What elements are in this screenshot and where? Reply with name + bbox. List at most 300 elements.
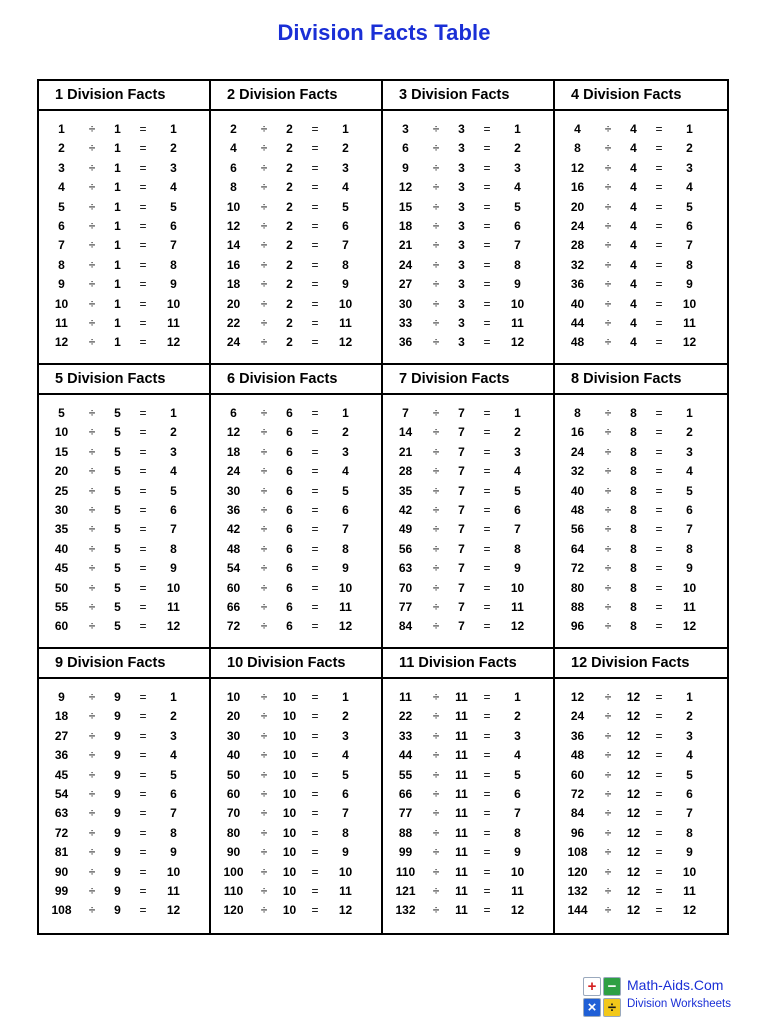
divisor: 6 bbox=[286, 502, 293, 517]
brand-name[interactable]: Math-Aids.Com bbox=[627, 977, 724, 993]
fact-row bbox=[39, 882, 209, 901]
quotient: 9 bbox=[170, 277, 177, 292]
divide-sign: ÷ bbox=[260, 257, 268, 272]
dividend: 110 bbox=[395, 864, 416, 879]
quotient: 5 bbox=[342, 767, 349, 782]
divide-sign: ÷ bbox=[432, 709, 440, 724]
fact-row bbox=[211, 482, 381, 501]
quotient: 11 bbox=[167, 599, 180, 614]
equals-sign: = bbox=[311, 580, 319, 595]
fact-row bbox=[39, 198, 209, 217]
divisor: 12 bbox=[626, 728, 641, 743]
fact-row bbox=[555, 559, 727, 578]
fact-row bbox=[39, 404, 209, 423]
dividend: 77 bbox=[398, 806, 413, 821]
quotient: 11 bbox=[167, 315, 180, 330]
equals-sign: = bbox=[311, 406, 319, 420]
fact-row bbox=[383, 540, 553, 559]
fact-row bbox=[383, 598, 553, 617]
quotient: 8 bbox=[686, 257, 693, 272]
block-heading: 7 Division Facts bbox=[383, 365, 553, 395]
equals-sign: = bbox=[483, 406, 491, 420]
divide-sign: ÷ bbox=[604, 806, 612, 821]
equals-sign: = bbox=[483, 786, 491, 801]
quotient: 3 bbox=[514, 728, 521, 743]
quotient: 9 bbox=[686, 561, 693, 576]
quotient: 6 bbox=[170, 786, 177, 801]
quotient: 3 bbox=[514, 444, 521, 459]
fact-row bbox=[383, 707, 553, 726]
equals-sign: = bbox=[483, 767, 491, 782]
divisor: 3 bbox=[458, 277, 465, 292]
equals-sign: = bbox=[311, 218, 319, 233]
divide-sign: ÷ bbox=[604, 580, 612, 595]
divide-sign: ÷ bbox=[604, 864, 612, 879]
fact-row bbox=[555, 295, 727, 314]
fact-row bbox=[211, 462, 381, 481]
dividend: 48 bbox=[570, 335, 585, 350]
divide-sign: ÷ bbox=[260, 522, 268, 537]
equals-sign: = bbox=[311, 786, 319, 801]
equals-sign: = bbox=[311, 483, 319, 498]
divide-sign: ÷ bbox=[88, 199, 96, 214]
divide-sign: ÷ bbox=[88, 580, 96, 595]
divisor: 7 bbox=[458, 464, 465, 479]
dividend: 21 bbox=[398, 444, 413, 459]
dividend: 100 bbox=[223, 864, 244, 879]
equals-sign: = bbox=[139, 218, 147, 233]
quotient: 11 bbox=[511, 315, 524, 330]
dividend: 48 bbox=[570, 748, 585, 763]
fact-list bbox=[211, 395, 381, 637]
fact-row bbox=[555, 707, 727, 726]
fact-row bbox=[211, 120, 381, 139]
divisor: 12 bbox=[626, 709, 641, 724]
divide-sign: ÷ bbox=[88, 864, 96, 879]
quotient: 8 bbox=[342, 257, 349, 272]
fact-row bbox=[555, 501, 727, 520]
divide-sign: ÷ bbox=[260, 883, 268, 898]
equals-sign: = bbox=[139, 845, 147, 860]
divisor: 5 bbox=[114, 406, 121, 420]
divisor: 8 bbox=[630, 502, 637, 517]
quotient: 9 bbox=[686, 845, 693, 860]
fact-row bbox=[383, 863, 553, 882]
quotient: 6 bbox=[170, 502, 177, 517]
quotient: 9 bbox=[514, 845, 521, 860]
quotient: 2 bbox=[170, 709, 177, 724]
fact-row bbox=[383, 501, 553, 520]
dividend: 66 bbox=[226, 599, 241, 614]
divisor: 5 bbox=[114, 502, 121, 517]
dividend: 8 bbox=[574, 141, 581, 156]
fact-row bbox=[383, 217, 553, 236]
dividend: 44 bbox=[570, 315, 585, 330]
divisor: 7 bbox=[458, 483, 465, 498]
dividend: 30 bbox=[226, 483, 241, 498]
equals-sign: = bbox=[483, 277, 491, 292]
dividend: 80 bbox=[226, 825, 241, 840]
quotient: 7 bbox=[514, 806, 521, 821]
quotient: 8 bbox=[342, 825, 349, 840]
dividend: 6 bbox=[402, 141, 409, 156]
brand-footer[interactable] bbox=[583, 975, 753, 1015]
fact-row bbox=[211, 598, 381, 617]
divide-sign: ÷ bbox=[604, 748, 612, 763]
quotient: 7 bbox=[342, 522, 349, 537]
divide-sign: ÷ bbox=[604, 883, 612, 898]
quotient: 9 bbox=[342, 561, 349, 576]
dividend: 11 bbox=[55, 315, 68, 330]
equals-sign: = bbox=[311, 122, 319, 136]
divide-sign: ÷ bbox=[88, 464, 96, 479]
quotient: 8 bbox=[514, 825, 521, 840]
fact-row bbox=[555, 785, 727, 804]
fact-row bbox=[211, 863, 381, 882]
divide-sign: ÷ bbox=[88, 122, 96, 136]
quotient: 7 bbox=[686, 238, 693, 253]
divisor: 10 bbox=[282, 864, 297, 879]
divisor: 10 bbox=[282, 690, 297, 704]
equals-sign: = bbox=[139, 238, 147, 253]
divisor: 6 bbox=[286, 406, 293, 420]
divisor: 7 bbox=[458, 406, 465, 420]
equals-sign: = bbox=[483, 845, 491, 860]
divisor: 12 bbox=[626, 883, 641, 898]
equals-sign: = bbox=[655, 483, 663, 498]
divisor: 8 bbox=[630, 541, 637, 556]
quotient: 6 bbox=[686, 786, 693, 801]
equals-sign: = bbox=[139, 619, 147, 634]
equals-sign: = bbox=[655, 883, 663, 898]
equals-sign: = bbox=[483, 561, 491, 576]
fact-row bbox=[211, 843, 381, 862]
divide-sign: ÷ bbox=[432, 464, 440, 479]
fact-row bbox=[211, 404, 381, 423]
dividend: 8 bbox=[58, 257, 65, 272]
divisor: 4 bbox=[630, 180, 637, 195]
equals-sign: = bbox=[655, 580, 663, 595]
quotient: 10 bbox=[166, 864, 181, 879]
divisor: 3 bbox=[458, 122, 465, 136]
quotient: 12 bbox=[682, 903, 697, 918]
fact-row bbox=[211, 443, 381, 462]
divisor: 6 bbox=[286, 483, 293, 498]
fact-row bbox=[383, 785, 553, 804]
quotient: 10 bbox=[338, 296, 353, 311]
divide-sign: ÷ bbox=[88, 845, 96, 860]
equals-sign: = bbox=[655, 180, 663, 195]
divide-sign: ÷ bbox=[604, 845, 612, 860]
divide-sign: ÷ bbox=[432, 277, 440, 292]
dividend: 60 bbox=[54, 619, 69, 634]
divide-sign: ÷ bbox=[260, 406, 268, 420]
divide-sign: ÷ bbox=[88, 883, 96, 898]
divisor: 3 bbox=[458, 315, 465, 330]
dividend: 6 bbox=[230, 160, 237, 175]
divide-sign: ÷ bbox=[260, 122, 268, 136]
dividend: 20 bbox=[226, 709, 241, 724]
dividend: 8 bbox=[230, 180, 237, 195]
quotient: 5 bbox=[686, 483, 693, 498]
divisor: 8 bbox=[630, 406, 637, 420]
quotient: 5 bbox=[686, 767, 693, 782]
divisor: 9 bbox=[114, 748, 121, 763]
equals-sign: = bbox=[139, 425, 147, 440]
quotient: 5 bbox=[514, 199, 521, 214]
divisor: 6 bbox=[286, 425, 293, 440]
divisor: 10 bbox=[282, 748, 297, 763]
divisor: 2 bbox=[286, 160, 293, 175]
dividend: 18 bbox=[226, 444, 241, 459]
equals-sign: = bbox=[311, 425, 319, 440]
equals-sign: = bbox=[483, 257, 491, 272]
block-heading: 12 Division Facts bbox=[555, 649, 727, 679]
divisor: 9 bbox=[114, 845, 121, 860]
divide-sign: ÷ bbox=[432, 160, 440, 175]
dividend: 7 bbox=[58, 238, 65, 253]
equals-sign: = bbox=[139, 580, 147, 595]
equals-sign: = bbox=[483, 864, 491, 879]
divisor: 2 bbox=[286, 180, 293, 195]
divide-sign: ÷ bbox=[604, 825, 612, 840]
divide-sign: ÷ bbox=[604, 522, 612, 537]
divide-sign: ÷ bbox=[432, 728, 440, 743]
facts-block bbox=[555, 365, 727, 649]
dividend: 36 bbox=[570, 277, 585, 292]
divide-sign: ÷ bbox=[88, 218, 96, 233]
fact-row bbox=[39, 766, 209, 785]
dividend: 132 bbox=[567, 883, 588, 898]
equals-sign: = bbox=[655, 825, 663, 840]
block-heading: 5 Division Facts bbox=[39, 365, 209, 395]
divisor: 10 bbox=[282, 845, 297, 860]
dividend: 20 bbox=[226, 296, 241, 311]
equals-sign: = bbox=[483, 522, 491, 537]
divisor: 11 bbox=[455, 709, 468, 724]
equals-sign: = bbox=[655, 444, 663, 459]
divisor: 2 bbox=[286, 122, 293, 136]
quotient: 1 bbox=[514, 690, 521, 704]
fact-row bbox=[383, 423, 553, 442]
divisor: 2 bbox=[286, 257, 293, 272]
divisor: 8 bbox=[630, 425, 637, 440]
quotient: 5 bbox=[514, 483, 521, 498]
fact-row bbox=[211, 579, 381, 598]
equals-sign: = bbox=[655, 690, 663, 704]
equals-sign: = bbox=[483, 619, 491, 634]
fact-list bbox=[211, 111, 381, 353]
equals-sign: = bbox=[655, 141, 663, 156]
divide-sign: ÷ bbox=[432, 257, 440, 272]
divide-sign: ÷ bbox=[604, 238, 612, 253]
quotient: 4 bbox=[686, 748, 693, 763]
fact-list bbox=[383, 679, 553, 921]
quotient: 6 bbox=[514, 218, 521, 233]
divisor: 1 bbox=[114, 257, 121, 272]
dividend: 72 bbox=[570, 786, 585, 801]
divide-sign: ÷ bbox=[88, 825, 96, 840]
fact-row bbox=[555, 333, 727, 352]
equals-sign: = bbox=[655, 599, 663, 614]
dividend: 96 bbox=[570, 825, 585, 840]
divide-sign: ÷ bbox=[604, 709, 612, 724]
equals-sign: = bbox=[139, 903, 147, 918]
dividend: 10 bbox=[54, 425, 69, 440]
quotient: 3 bbox=[686, 160, 693, 175]
dividend: 108 bbox=[51, 903, 72, 918]
divisor: 10 bbox=[282, 767, 297, 782]
quotient: 12 bbox=[166, 335, 181, 350]
divisor: 9 bbox=[114, 825, 121, 840]
divisor: 6 bbox=[286, 444, 293, 459]
divide-sign: ÷ bbox=[432, 122, 440, 136]
dividend: 12 bbox=[570, 160, 585, 175]
dividend: 24 bbox=[570, 218, 585, 233]
divide-sign: ÷ bbox=[432, 238, 440, 253]
equals-sign: = bbox=[655, 864, 663, 879]
dividend: 14 bbox=[398, 425, 413, 440]
equals-sign: = bbox=[483, 122, 491, 136]
dividend: 12 bbox=[226, 425, 241, 440]
fact-row bbox=[211, 275, 381, 294]
divide-sign: ÷ bbox=[432, 444, 440, 459]
dividend: 4 bbox=[58, 180, 65, 195]
dividend: 12 bbox=[226, 218, 241, 233]
equals-sign: = bbox=[311, 767, 319, 782]
divisor: 3 bbox=[458, 141, 465, 156]
fact-row bbox=[555, 256, 727, 275]
dividend: 11 bbox=[399, 690, 412, 704]
fact-row bbox=[555, 863, 727, 882]
fact-row bbox=[383, 333, 553, 352]
divisor: 9 bbox=[114, 690, 121, 704]
fact-list bbox=[211, 679, 381, 921]
quotient: 11 bbox=[339, 883, 352, 898]
dividend: 27 bbox=[398, 277, 413, 292]
fact-row bbox=[383, 198, 553, 217]
fact-row bbox=[555, 120, 727, 139]
fact-row bbox=[211, 423, 381, 442]
dividend: 21 bbox=[398, 238, 413, 253]
dividend: 81 bbox=[54, 845, 69, 860]
equals-sign: = bbox=[139, 864, 147, 879]
equals-sign: = bbox=[655, 748, 663, 763]
divide-sign: ÷ bbox=[432, 599, 440, 614]
dividend: 63 bbox=[398, 561, 413, 576]
divide-sign: ÷ bbox=[88, 767, 96, 782]
dividend: 99 bbox=[54, 883, 69, 898]
equals-sign: = bbox=[139, 296, 147, 311]
fact-row bbox=[555, 746, 727, 765]
divisor: 2 bbox=[286, 277, 293, 292]
divisor: 4 bbox=[630, 257, 637, 272]
divisor: 2 bbox=[286, 296, 293, 311]
fact-row bbox=[555, 423, 727, 442]
fact-row bbox=[555, 198, 727, 217]
quotient: 1 bbox=[170, 122, 177, 136]
quotient: 10 bbox=[338, 580, 353, 595]
dividend: 12 bbox=[570, 690, 585, 704]
divisor: 1 bbox=[114, 335, 121, 350]
quotient: 10 bbox=[682, 580, 697, 595]
quotient: 2 bbox=[686, 141, 693, 156]
dividend: 30 bbox=[398, 296, 413, 311]
fact-row bbox=[211, 139, 381, 158]
quotient: 3 bbox=[342, 728, 349, 743]
fact-row bbox=[39, 785, 209, 804]
divisor: 5 bbox=[114, 444, 121, 459]
dividend: 44 bbox=[398, 748, 413, 763]
equals-sign: = bbox=[483, 218, 491, 233]
dividend: 15 bbox=[398, 199, 413, 214]
divisor: 4 bbox=[630, 296, 637, 311]
dividend: 27 bbox=[54, 728, 69, 743]
quotient: 4 bbox=[342, 464, 349, 479]
fact-row bbox=[383, 404, 553, 423]
quotient: 6 bbox=[686, 218, 693, 233]
divide-sign: ÷ bbox=[88, 425, 96, 440]
divide-sign: ÷ bbox=[604, 483, 612, 498]
divide-sign: ÷ bbox=[260, 580, 268, 595]
fact-list bbox=[39, 111, 209, 353]
equals-sign: = bbox=[139, 748, 147, 763]
divisor: 1 bbox=[114, 180, 121, 195]
fact-row bbox=[383, 120, 553, 139]
divide-sign: ÷ bbox=[88, 238, 96, 253]
fact-row bbox=[211, 707, 381, 726]
plus-icon: + bbox=[583, 977, 601, 996]
dividend: 25 bbox=[54, 483, 69, 498]
equals-sign: = bbox=[483, 296, 491, 311]
equals-sign: = bbox=[311, 825, 319, 840]
dividend: 50 bbox=[54, 580, 69, 595]
divide-sign: ÷ bbox=[260, 315, 268, 330]
equals-sign: = bbox=[483, 199, 491, 214]
divisor: 4 bbox=[630, 199, 637, 214]
divisor: 8 bbox=[630, 464, 637, 479]
dividend: 90 bbox=[226, 845, 241, 860]
quotient: 1 bbox=[514, 406, 521, 420]
equals-sign: = bbox=[655, 903, 663, 918]
equals-sign: = bbox=[655, 257, 663, 272]
divisor: 4 bbox=[630, 335, 637, 350]
block-heading: 11 Division Facts bbox=[383, 649, 553, 679]
dividend: 96 bbox=[570, 619, 585, 634]
quotient: 3 bbox=[170, 444, 177, 459]
equals-sign: = bbox=[655, 522, 663, 537]
equals-sign: = bbox=[139, 199, 147, 214]
facts-block bbox=[211, 649, 383, 933]
quotient: 5 bbox=[170, 767, 177, 782]
fact-row bbox=[39, 482, 209, 501]
fact-list bbox=[555, 395, 727, 637]
equals-sign: = bbox=[311, 690, 319, 704]
divisor: 10 bbox=[282, 883, 297, 898]
divisor: 1 bbox=[114, 238, 121, 253]
divide-sign: ÷ bbox=[432, 296, 440, 311]
divide-sign: ÷ bbox=[260, 218, 268, 233]
divide-sign: ÷ bbox=[88, 619, 96, 634]
divisor: 12 bbox=[626, 825, 641, 840]
quotient: 5 bbox=[342, 483, 349, 498]
quotient: 10 bbox=[510, 296, 525, 311]
quotient: 9 bbox=[686, 277, 693, 292]
quotient: 6 bbox=[514, 502, 521, 517]
divide-sign: ÷ bbox=[88, 141, 96, 156]
equals-sign: = bbox=[655, 464, 663, 479]
dividend: 63 bbox=[54, 806, 69, 821]
